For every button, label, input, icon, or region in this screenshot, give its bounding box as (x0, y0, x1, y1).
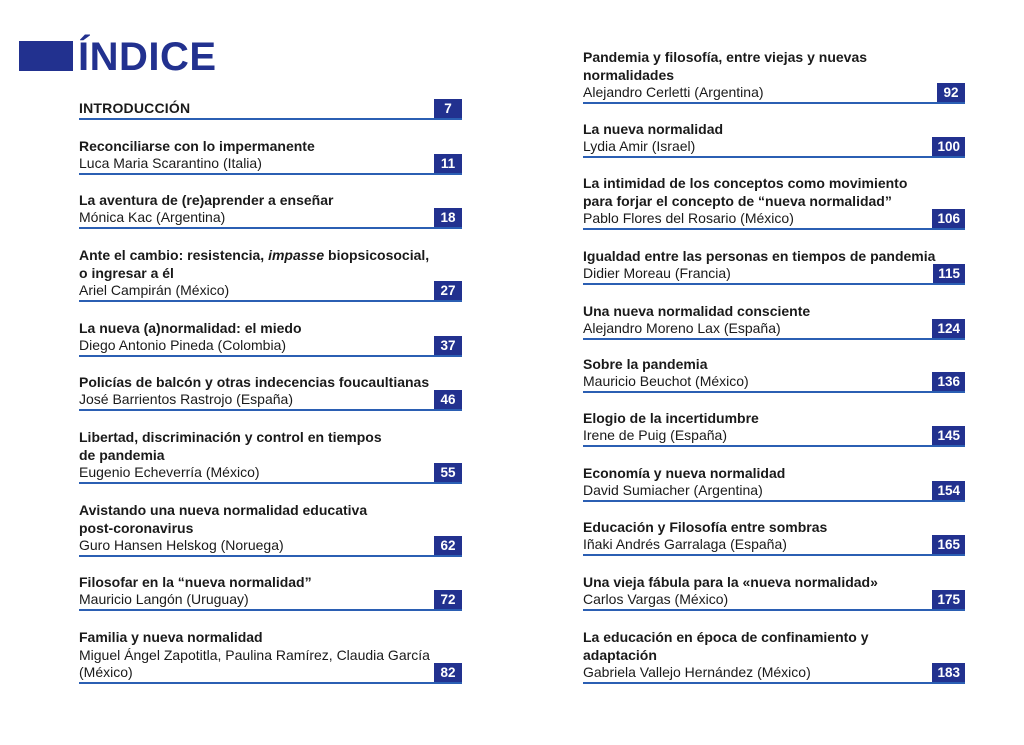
page-number-badge: 46 (434, 390, 462, 409)
toc-entry-title-part: de pandemia (79, 446, 165, 463)
page-number-badge: 7 (434, 99, 462, 118)
toc-entry-author: José Barrientos Rastrojo (España) (79, 391, 293, 408)
toc-entry-author: Irene de Puig (España) (583, 427, 727, 444)
toc-entry[interactable] (583, 49, 965, 104)
toc-entry[interactable] (79, 429, 462, 484)
toc-entry-title (79, 100, 428, 118)
toc-entry[interactable] (79, 502, 462, 557)
page-title: ÍNDICE (78, 35, 217, 79)
toc-entry-title-part: normalidades (583, 66, 675, 83)
toc-entry-title-part: Una vieja fábula para la «nueva normalidad» (583, 573, 878, 590)
toc-entry-title-part: para forjar el concepto de “nueva normalidad” (583, 192, 892, 209)
toc-entry-title-part: Sobre la pandemia (583, 355, 708, 372)
toc-entry-title (79, 520, 428, 538)
toc-entry-title (79, 265, 428, 283)
toc-entry-title (583, 49, 931, 67)
page-number-badge: 92 (937, 83, 965, 102)
toc-entry-title-part: Policías de balcón y otras indecencias foucaultianas (79, 373, 430, 390)
page-number-badge: 100 (932, 137, 965, 156)
toc-entry-title (583, 465, 931, 483)
toc-entry-author: David Sumiacher (Argentina) (583, 482, 763, 499)
page-number-badge: 106 (932, 209, 965, 228)
toc-entry[interactable] (79, 629, 462, 684)
toc-entry-title-part: Educación y Filosofía entre sombras (583, 518, 828, 535)
toc-entry[interactable] (583, 303, 965, 340)
toc-entry-title-part: La educación en época de confinamiento y (583, 629, 869, 646)
toc-entry-author: Mónica Kac (Argentina) (79, 209, 226, 226)
toc-entry-title (79, 574, 428, 592)
toc-entry-title-part: INTRODUCCIÓN (79, 100, 191, 117)
toc-entry-author: Miguel Ángel Zapotitla, Paulina Ramírez, Claudia García (79, 646, 430, 663)
page-number-badge: 72 (434, 590, 462, 609)
toc-entry[interactable] (79, 320, 462, 357)
toc-entry-author: Iñaki Andrés Garralaga (España) (583, 536, 787, 553)
page-number-badge: 183 (932, 663, 965, 682)
page-number-badge: 18 (434, 208, 462, 227)
toc-entry-title (583, 67, 931, 85)
toc-entry-author: Luca Maria Scarantino (Italia) (79, 155, 262, 172)
toc-entry[interactable] (79, 100, 462, 120)
page-number-badge: 11 (434, 154, 462, 173)
toc-entry-title (79, 320, 428, 338)
toc-entry-title (583, 193, 931, 211)
toc-entry-title (583, 647, 931, 665)
toc-entry[interactable] (583, 356, 965, 393)
toc-entry-author: Didier Moreau (Francia) (583, 265, 731, 282)
toc-entry-title (79, 247, 428, 265)
toc-entry-title (79, 374, 428, 392)
toc-entry-title-part: adaptación (583, 646, 657, 663)
toc-entry-author: (México) (79, 664, 133, 681)
toc-entry-author: Eugenio Echeverría (México) (79, 464, 260, 481)
page-number-badge: 62 (434, 536, 462, 555)
toc-entry-title-part: La nueva (a)normalidad: el miedo (79, 319, 302, 336)
toc-entry-title-part: Elogio de la incertidumbre (583, 409, 759, 426)
page-number-badge: 55 (434, 463, 462, 482)
toc-entry-title-part: Libertad, discriminación y control en tiempos (79, 429, 382, 446)
toc-entry-title (583, 247, 936, 266)
toc-entry-title-part: post-coronavirus (79, 519, 194, 536)
toc-entry-title (583, 121, 931, 139)
header-accent-bar (19, 41, 73, 71)
page-number-badge: 136 (932, 372, 965, 391)
toc-entry-title (583, 303, 931, 321)
toc-entry-author: Alejandro Cerletti (Argentina) (583, 84, 764, 101)
toc-entry-author: Mauricio Beuchot (México) (583, 373, 749, 390)
toc-entry-author: Diego Antonio Pineda (Colombia) (79, 337, 287, 354)
toc-entry-author: Guro Hansen Helskog (Noruega) (79, 537, 284, 554)
toc-entry-author: Ariel Campirán (México) (79, 282, 230, 299)
toc-entry-title-part: Economía y nueva normalidad (583, 464, 786, 481)
toc-entry-title-part: Igualdad entre las personas en tiempos de pandemia (583, 247, 936, 264)
toc-entry-author: Lydia Amir (Israel) (583, 138, 696, 155)
toc-entry-title (79, 138, 428, 156)
toc-entry-author: Alejandro Moreno Lax (España) (583, 320, 781, 337)
toc-entry-author: Pablo Flores del Rosario (México) (583, 210, 794, 227)
toc-entry[interactable] (79, 192, 462, 229)
toc-entry[interactable] (583, 175, 965, 230)
toc-entry-title (79, 629, 428, 647)
toc-entry[interactable] (79, 374, 462, 411)
page-number-badge: 145 (932, 426, 965, 445)
page-number-badge: 154 (932, 481, 965, 500)
toc-entry[interactable] (583, 465, 965, 502)
toc-entry-title-part: Ante el cambio: resistencia, (79, 247, 269, 264)
toc-entry-author: Gabriela Vallejo Hernández (México) (583, 664, 811, 681)
toc-entry-title (583, 629, 931, 647)
toc-entry[interactable] (79, 138, 462, 175)
toc-entry[interactable] (79, 247, 462, 302)
toc-entry-title-part: biopsicosocial, (324, 247, 430, 264)
toc-entry-title-part: Familia y nueva normalidad (79, 629, 263, 646)
page-number-badge: 37 (434, 336, 462, 355)
page-number-badge: 115 (933, 264, 965, 283)
toc-entry-title-part: Avistando una nueva normalidad educativa (79, 502, 368, 519)
page-number-badge: 82 (434, 663, 462, 682)
toc-entry-title-part: o ingresar a él (79, 264, 174, 281)
page-number-badge: 124 (932, 319, 965, 338)
toc-entry[interactable] (583, 574, 965, 611)
toc-entry-title-part: Una nueva normalidad consciente (583, 302, 811, 319)
page-number-badge: 27 (434, 281, 462, 300)
toc-entry-title (79, 192, 428, 210)
toc-entry-title (583, 410, 931, 428)
toc-entry[interactable] (583, 519, 965, 556)
toc-entry-title-part: La nueva normalidad (583, 120, 724, 137)
toc-entry-title (79, 429, 428, 447)
toc-entry-title-part: Reconciliarse con lo impermanente (79, 137, 315, 154)
page-number-badge: 165 (932, 535, 965, 554)
toc-entry-title (583, 574, 931, 592)
page-number-badge: 175 (932, 590, 965, 609)
toc-entry[interactable] (583, 629, 965, 684)
toc-entry-title (583, 175, 931, 193)
toc-entry-title-part: La intimidad de los conceptos como movimiento (583, 175, 908, 192)
toc-entry[interactable] (583, 121, 965, 158)
toc-entry-author: Mauricio Langón (Uruguay) (79, 591, 249, 608)
toc-entry-author: Carlos Vargas (México) (583, 591, 729, 608)
toc-entry-title (79, 502, 428, 520)
toc-entry-title (79, 447, 428, 465)
toc-entry[interactable] (583, 248, 965, 285)
toc-entry-title (583, 356, 931, 374)
toc-entry-title-part: Filosofar en la “nueva normalidad” (79, 573, 312, 590)
toc-entry-title-part: La aventura de (re)aprender a enseñar (79, 191, 334, 208)
toc-entry-title (583, 519, 931, 537)
toc-entry-title-part: Pandemia y filosofía, entre viejas y nuevas (583, 49, 868, 66)
toc-entry[interactable] (79, 574, 462, 611)
toc-entry-title-italic: impasse (268, 247, 325, 264)
toc-entry[interactable] (583, 410, 965, 447)
